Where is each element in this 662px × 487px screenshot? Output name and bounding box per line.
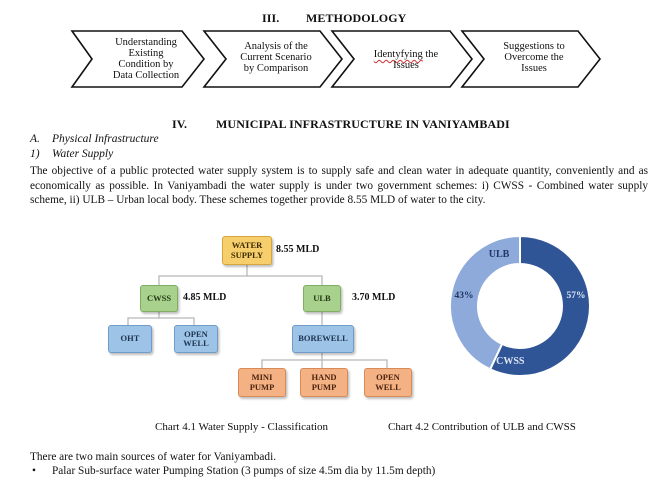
flow-step-4: Suggestions to Overcome the Issues [503, 41, 565, 74]
node-cwss: CWSS [140, 285, 178, 312]
section-number: III. [262, 11, 280, 25]
node-open-well-cwss: OPEN WELL [174, 325, 218, 353]
node-mini-pump: MINI PUMP [238, 368, 286, 397]
bullet-symbol: • [32, 465, 36, 477]
donut-label-ulb: ULB [488, 249, 510, 261]
donut-chart [446, 224, 594, 388]
node-oht: OHT [108, 325, 152, 353]
flow-step-1: Understanding Existing Condition by Data Collection [112, 37, 180, 81]
flow-step-2: Analysis of the Current Scenario by Comparison [240, 41, 312, 74]
node-water-supply: WATER SUPPLY [222, 236, 272, 265]
section-number: IV. [172, 117, 188, 131]
node-open-well-ulb: OPEN WELL [364, 368, 412, 397]
bullet-pumping-station: Palar Sub-surface water Pumping Station (3 pumps of size 4.5m dia by 11.5m depth) [52, 465, 436, 477]
flow-step-3: Identyfying the Issues [373, 49, 439, 71]
subheading-physical-infrastructure: A. Physical Infrastructure [30, 133, 159, 145]
donut-label-cwss: CWSS [496, 356, 525, 368]
node-hand-pump: HAND PUMP [300, 368, 348, 397]
node-borewell: BOREWELL [292, 325, 354, 353]
cwss-value: 4.85 MLD [183, 292, 227, 303]
chart-caption-contribution: Chart 4.2 Contribution of ULB and CWSS [388, 421, 576, 433]
water-supply-paragraph: The objective of a public protected water supply system is to supply safe and clean water in adequate quantity, conveniently and as economically as possible. In Vaniyambadi the water supply is under two government schemes: i) CWSS - Combined water supply scheme, ii) ULB – Urban local body. These schemes together provide 8.55 MLD of water to the city. [30, 165, 648, 206]
section-title: METHODOLOGY [306, 11, 407, 25]
subheading-water-supply: 1) Water Supply [30, 148, 114, 160]
donut-value-cwss: 57% [566, 291, 586, 301]
ulb-value: 3.70 MLD [352, 292, 396, 303]
sources-intro: There are two main sources of water for Vaniyambadi. [30, 451, 277, 463]
node-ulb: ULB [303, 285, 341, 312]
chart-caption-classification: Chart 4.1 Water Supply - Classification [155, 421, 329, 433]
section-title: MUNICIPAL INFRASTRUCTURE IN VANIYAMBADI [216, 117, 510, 131]
water-supply-total-value: 8.55 MLD [276, 244, 320, 255]
donut-value-ulb: 43% [454, 291, 474, 301]
